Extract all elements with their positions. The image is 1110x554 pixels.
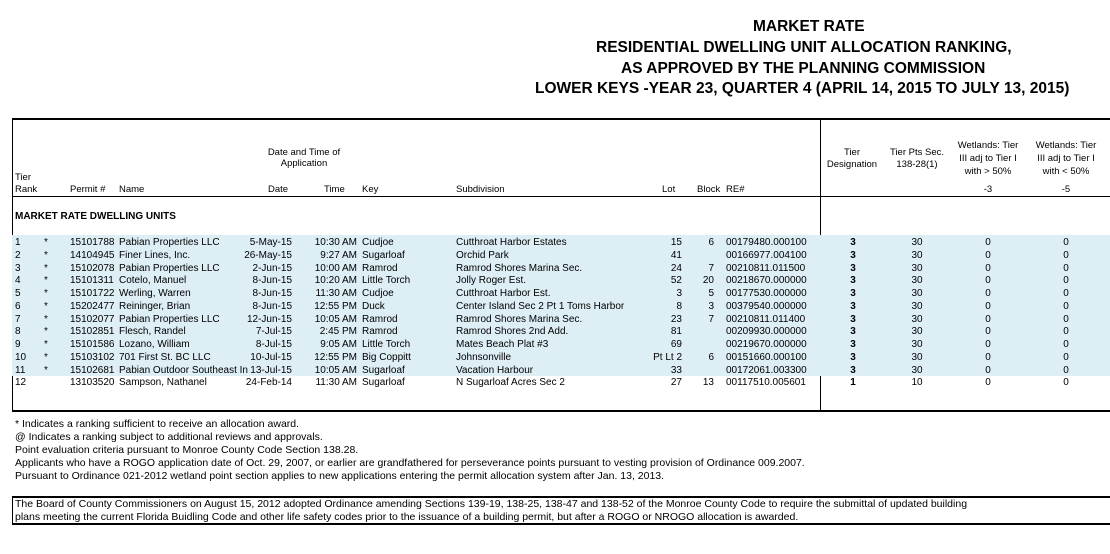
cell-permit: 15103102 bbox=[70, 351, 115, 363]
cell-rank: 9 bbox=[15, 339, 21, 350]
cell-name: Sampson, Nathanel bbox=[119, 377, 207, 389]
cell-time: 10:05 AM bbox=[314, 364, 357, 376]
cell-mark: * bbox=[44, 364, 48, 376]
cell-w1: 0 bbox=[985, 351, 991, 363]
header-name: Name bbox=[119, 184, 145, 195]
cell-w2: 0 bbox=[1063, 339, 1069, 350]
cell-re: 00166977.004100 bbox=[726, 249, 807, 261]
cell-pts: 30 bbox=[911, 326, 923, 338]
cell-block: 6 bbox=[708, 237, 714, 248]
cell-name: Lozano, William bbox=[119, 339, 190, 350]
cell-w2: 0 bbox=[1063, 288, 1069, 299]
title-line-1: MARKET RATE bbox=[753, 18, 865, 35]
cell-block: 7 bbox=[708, 313, 714, 325]
header-wetlands-2-line-3: with < 50% bbox=[1042, 166, 1090, 177]
cell-lot: 8 bbox=[676, 300, 682, 312]
cell-name: Flesch, Randel bbox=[119, 326, 186, 338]
cell-w2: 0 bbox=[1063, 300, 1069, 312]
cell-pts: 30 bbox=[911, 364, 923, 376]
cell-date: 8-Jun-15 bbox=[252, 288, 292, 299]
cell-lot: 41 bbox=[670, 249, 682, 261]
cell-key: Big Coppitt bbox=[362, 351, 411, 363]
cell-subdivision: Ramrod Shores 2nd Add. bbox=[456, 326, 569, 338]
cell-pts: 10 bbox=[911, 377, 923, 389]
title-line-3: AS APPROVED BY THE PLANNING COMMISSION bbox=[621, 60, 986, 77]
cell-name: Pabian Outdoor Southeast In bbox=[119, 364, 248, 376]
cell-time: 2:45 PM bbox=[319, 326, 357, 338]
cell-block: 7 bbox=[708, 262, 714, 274]
cell-name: 701 First St. BC LLC bbox=[119, 351, 211, 363]
cell-key: Sugarloaf bbox=[362, 377, 405, 389]
cell-date: 10-Jul-15 bbox=[250, 351, 292, 363]
table-row bbox=[0, 364, 1110, 377]
cell-date: 26-May-15 bbox=[244, 249, 292, 261]
cell-date: 2-Jun-15 bbox=[252, 262, 292, 274]
title-line-2: RESIDENTIAL DWELLING UNIT ALLOCATION RANKING, bbox=[596, 39, 1012, 56]
cell-permit: 15102077 bbox=[70, 313, 115, 325]
cell-tier: 1 bbox=[850, 377, 856, 389]
footer-note: The Board of County Commissioners on August 15, 2012 adopted Ordinance amending Sections 139-19, 138-25, 138-47 and 138-52 of the Monroe County Code to require the submittal of updated building plans meeting the current Florida Buidling Code and other life safety codes prior to the issuance of a building permit, but after a ROGO or NROGO allocation is awarded. bbox=[15, 498, 968, 523]
cell-subdivision: Orchid Park bbox=[456, 249, 509, 261]
cell-mark: * bbox=[44, 351, 48, 363]
cell-re: 00117510.005601 bbox=[726, 377, 806, 389]
cell-w2: 0 bbox=[1063, 377, 1069, 389]
cell-date: 24-Feb-14 bbox=[245, 377, 292, 389]
cell-mark: * bbox=[44, 326, 48, 338]
cell-subdivision: Ramrod Shores Marina Sec. bbox=[456, 313, 583, 325]
cell-rank: 8 bbox=[15, 326, 21, 338]
cell-block: 5 bbox=[708, 288, 714, 299]
cell-permit: 15101586 bbox=[70, 339, 115, 350]
header-lot: Lot bbox=[662, 184, 676, 195]
cell-lot: 81 bbox=[670, 326, 682, 338]
cell-lot: 52 bbox=[670, 275, 682, 287]
cell-rank: 2 bbox=[15, 249, 21, 261]
cell-re: 00151660.000100 bbox=[726, 351, 807, 363]
cell-pts: 30 bbox=[911, 275, 923, 287]
cell-permit: 15202477 bbox=[70, 300, 115, 312]
cell-re: 00209930.000000 bbox=[726, 326, 807, 338]
cell-mark: * bbox=[44, 339, 48, 350]
cell-rank: 5 bbox=[15, 288, 21, 299]
cell-permit: 15101722 bbox=[70, 288, 115, 299]
table-row bbox=[0, 313, 1110, 326]
cell-w1: 0 bbox=[985, 377, 991, 389]
cell-permit: 13103520 bbox=[70, 377, 115, 389]
cell-time: 10:00 AM bbox=[314, 262, 357, 274]
cell-date: 8-Jul-15 bbox=[255, 339, 292, 350]
cell-rank: 7 bbox=[15, 313, 21, 325]
footer-box-left-border bbox=[12, 496, 13, 524]
cell-time: 10:30 AM bbox=[314, 237, 357, 248]
cell-key: Cudjoe bbox=[362, 237, 394, 248]
header-wetlands-2-points: -5 bbox=[1061, 184, 1071, 195]
cell-subdivision: Cutthroat Harbor Est. bbox=[456, 288, 551, 299]
cell-tier: 3 bbox=[850, 262, 856, 274]
note-4: Applicants who have a ROGO application date of Oct. 29, 2007, or earlier are grandfathered for perseverance points pursuant to vesting provision of Ordinance 009.2007. bbox=[15, 457, 805, 469]
note-3: Point evaluation criteria pursuant to Monroe County Code Section 138.28. bbox=[15, 444, 359, 456]
cell-pts: 30 bbox=[911, 313, 923, 325]
title-line-4: LOWER KEYS -YEAR 23, QUARTER 4 (APRIL 14, 2015 TO JULY 13, 2015) bbox=[535, 80, 1070, 97]
cell-time: 9:05 AM bbox=[320, 339, 357, 350]
cell-mark: * bbox=[44, 288, 48, 299]
header-tier-designation-1: Tier bbox=[843, 147, 860, 158]
cell-date: 8-Jun-15 bbox=[252, 275, 292, 287]
cell-date: 13-Jul-15 bbox=[250, 364, 292, 376]
cell-block: 6 bbox=[708, 351, 714, 363]
table-row bbox=[0, 287, 1110, 300]
cell-key: Ramrod bbox=[362, 313, 398, 325]
cell-date: 7-Jul-15 bbox=[255, 326, 292, 338]
cell-subdivision: Ramrod Shores Marina Sec. bbox=[456, 262, 583, 274]
cell-key: Ramrod bbox=[362, 326, 398, 338]
cell-re: 00179480.000100 bbox=[726, 237, 807, 248]
cell-name: Pabian Properties LLC bbox=[119, 313, 220, 325]
cell-w2: 0 bbox=[1063, 249, 1069, 261]
cell-permit: 15102851 bbox=[70, 326, 115, 338]
cell-re: 00177530.000000 bbox=[726, 288, 807, 299]
cell-tier: 3 bbox=[850, 275, 856, 287]
cell-rank: 3 bbox=[15, 262, 21, 274]
table-row bbox=[0, 376, 1110, 389]
cell-mark: * bbox=[44, 237, 48, 248]
cell-mark: * bbox=[44, 313, 48, 325]
cell-key: Little Torch bbox=[362, 275, 411, 287]
cell-time: 11:30 AM bbox=[315, 288, 357, 299]
cell-re: 00218670.000000 bbox=[726, 275, 807, 287]
cell-key: Sugarloaf bbox=[362, 364, 405, 376]
cell-re: 00379540.000000 bbox=[726, 300, 807, 312]
cell-pts: 30 bbox=[911, 339, 923, 350]
cell-w1: 0 bbox=[985, 326, 991, 338]
cell-permit: 15101311 bbox=[70, 275, 114, 287]
cell-subdivision: Mates Beach Plat #3 bbox=[456, 339, 549, 350]
cell-w2: 0 bbox=[1063, 313, 1069, 325]
cell-name: Pabian Properties LLC bbox=[119, 237, 220, 248]
cell-w2: 0 bbox=[1063, 351, 1069, 363]
cell-lot: 27 bbox=[670, 377, 682, 389]
header-permit: Permit # bbox=[70, 184, 106, 195]
cell-subdivision: Johnsonville bbox=[456, 351, 512, 363]
header-tier-rank-1: Tier bbox=[15, 172, 32, 183]
table-row bbox=[0, 274, 1110, 287]
header-datetime-2: Application bbox=[280, 158, 328, 169]
cell-tier: 3 bbox=[850, 313, 856, 325]
cell-w2: 0 bbox=[1063, 262, 1069, 274]
cell-rank: 11 bbox=[15, 364, 26, 376]
cell-subdivision: N Sugarloaf Acres Sec 2 bbox=[456, 377, 565, 389]
header-tier-rank-2: Rank bbox=[15, 184, 38, 195]
cell-w1: 0 bbox=[985, 249, 991, 261]
cell-name: Werling, Warren bbox=[119, 288, 191, 299]
cell-lot: 24 bbox=[670, 262, 682, 274]
header-wetlands-1-points: -3 bbox=[983, 184, 993, 195]
cell-rank: 1 bbox=[15, 237, 21, 248]
cell-mark: * bbox=[44, 300, 48, 312]
cell-pts: 30 bbox=[911, 262, 923, 274]
cell-time: 12:55 PM bbox=[314, 300, 357, 312]
cell-name: Pabian Properties LLC bbox=[119, 262, 220, 274]
cell-w1: 0 bbox=[985, 237, 991, 248]
cell-permit: 15102078 bbox=[70, 262, 115, 274]
table-bottom-border bbox=[12, 410, 1110, 412]
cell-tier: 3 bbox=[850, 249, 856, 261]
header-wetlands-2-line-1: Wetlands: Tier bbox=[1035, 140, 1097, 151]
cell-pts: 30 bbox=[911, 300, 923, 312]
header-subdivision: Subdivision bbox=[456, 184, 505, 195]
header-tier-pts-1: Tier Pts Sec. bbox=[889, 147, 945, 158]
cell-w1: 0 bbox=[985, 288, 991, 299]
cell-tier: 3 bbox=[850, 351, 856, 363]
header-wetlands-1-line-1: Wetlands: Tier bbox=[957, 140, 1019, 151]
header-tier-pts-2: 138-28(1) bbox=[896, 159, 938, 170]
cell-permit: 15102681 bbox=[70, 364, 115, 376]
cell-name: Finer Lines, Inc. bbox=[119, 249, 191, 261]
cell-re: 00219670.000000 bbox=[726, 339, 807, 350]
section-title: MARKET RATE DWELLING UNITS bbox=[15, 211, 176, 222]
header-bottom-border bbox=[12, 196, 1110, 197]
cell-lot: 23 bbox=[670, 313, 682, 325]
cell-rank: 4 bbox=[15, 275, 21, 287]
cell-date: 8-Jun-15 bbox=[252, 300, 292, 312]
cell-mark: * bbox=[44, 275, 48, 287]
table-row bbox=[0, 262, 1110, 275]
header-wetlands-2-line-2: III adj to Tier I bbox=[1037, 153, 1095, 164]
cell-key: Ramrod bbox=[362, 262, 398, 274]
cell-lot: 33 bbox=[670, 364, 682, 376]
cell-w2: 0 bbox=[1063, 364, 1069, 376]
cell-tier: 3 bbox=[850, 326, 856, 338]
cell-w1: 0 bbox=[985, 339, 991, 350]
cell-tier: 3 bbox=[850, 237, 856, 248]
cell-subdivision: Vacation Harbour bbox=[456, 364, 534, 376]
cell-lot: Pt Lt 2 bbox=[653, 351, 682, 363]
header-re: RE# bbox=[726, 184, 745, 195]
cell-time: 11:30 AM bbox=[315, 377, 357, 389]
cell-tier: 3 bbox=[850, 300, 856, 312]
cell-rank: 6 bbox=[15, 300, 21, 312]
cell-block: 13 bbox=[702, 377, 714, 389]
cell-time: 10:20 AM bbox=[314, 275, 357, 287]
note-1: * Indicates a ranking sufficient to receive an allocation award. bbox=[15, 418, 300, 430]
cell-lot: 15 bbox=[670, 237, 682, 248]
cell-mark: * bbox=[44, 262, 48, 274]
cell-key: Little Torch bbox=[362, 339, 411, 350]
cell-date: 12-Jun-15 bbox=[246, 313, 292, 325]
header-time: Time bbox=[324, 184, 345, 195]
cell-re: 00172061.003300 bbox=[726, 364, 807, 376]
cell-block: 3 bbox=[708, 300, 714, 312]
cell-permit: 15101788 bbox=[70, 237, 115, 248]
header-block: Block bbox=[697, 184, 721, 195]
cell-name: Reininger, Brian bbox=[119, 300, 191, 312]
cell-time: 10:05 AM bbox=[314, 313, 357, 325]
cell-name: Cotelo, Manuel bbox=[119, 275, 187, 287]
header-wetlands-1-line-2: III adj to Tier I bbox=[959, 153, 1017, 164]
header-wetlands-1-line-3: with > 50% bbox=[964, 166, 1012, 177]
cell-tier: 3 bbox=[850, 339, 856, 350]
table-row bbox=[0, 236, 1110, 249]
cell-re: 00210811.011500 bbox=[726, 262, 806, 274]
cell-pts: 30 bbox=[911, 288, 923, 299]
cell-subdivision: Cutthroat Harbor Estates bbox=[456, 237, 567, 248]
table-row bbox=[0, 338, 1110, 351]
cell-mark: * bbox=[44, 249, 48, 261]
cell-block: 20 bbox=[702, 275, 714, 287]
cell-w1: 0 bbox=[985, 275, 991, 287]
table-row bbox=[0, 249, 1110, 262]
table-top-border bbox=[12, 118, 1110, 120]
cell-rank: 12 bbox=[15, 377, 27, 389]
cell-w2: 0 bbox=[1063, 237, 1069, 248]
cell-date: 5-May-15 bbox=[249, 237, 292, 248]
cell-key: Duck bbox=[362, 300, 385, 312]
header-date: Date bbox=[268, 184, 289, 195]
cell-w2: 0 bbox=[1063, 275, 1069, 287]
cell-w1: 0 bbox=[985, 313, 991, 325]
cell-lot: 69 bbox=[670, 339, 682, 350]
cell-tier: 3 bbox=[850, 364, 856, 376]
cell-permit: 14104945 bbox=[70, 249, 115, 261]
cell-w1: 0 bbox=[985, 364, 991, 376]
cell-w2: 0 bbox=[1063, 326, 1069, 338]
cell-w1: 0 bbox=[985, 300, 991, 312]
note-2: @ Indicates a ranking subject to additional reviews and approvals. bbox=[15, 431, 323, 443]
cell-pts: 30 bbox=[911, 351, 923, 363]
cell-rank: 10 bbox=[15, 351, 27, 363]
cell-lot: 3 bbox=[676, 288, 682, 299]
cell-tier: 3 bbox=[850, 288, 856, 299]
cell-time: 12:55 PM bbox=[314, 351, 357, 363]
table-row bbox=[0, 351, 1110, 364]
table-row bbox=[0, 300, 1110, 313]
cell-subdivision: Center Island Sec 2 Pt 1 Toms Harbor bbox=[456, 300, 625, 312]
header-datetime-1: Date and Time of bbox=[267, 147, 341, 158]
cell-key: Cudjoe bbox=[362, 288, 394, 299]
cell-time: 9:27 AM bbox=[320, 249, 357, 261]
table-row bbox=[0, 325, 1110, 338]
cell-pts: 30 bbox=[911, 237, 923, 248]
cell-subdivision: Jolly Roger Est. bbox=[456, 275, 527, 287]
cell-pts: 30 bbox=[911, 249, 923, 261]
cell-re: 00210811.011400 bbox=[726, 313, 806, 325]
cell-w1: 0 bbox=[985, 262, 991, 274]
header-tier-designation-2: Designation bbox=[826, 159, 878, 170]
note-5: Pursuant to Ordinance 021-2012 wetland point section applies to new applications entering the permit allocation system after Jan. 13, 2013. bbox=[15, 470, 665, 482]
cell-key: Sugarloaf bbox=[362, 249, 405, 261]
header-key: Key bbox=[362, 184, 379, 195]
